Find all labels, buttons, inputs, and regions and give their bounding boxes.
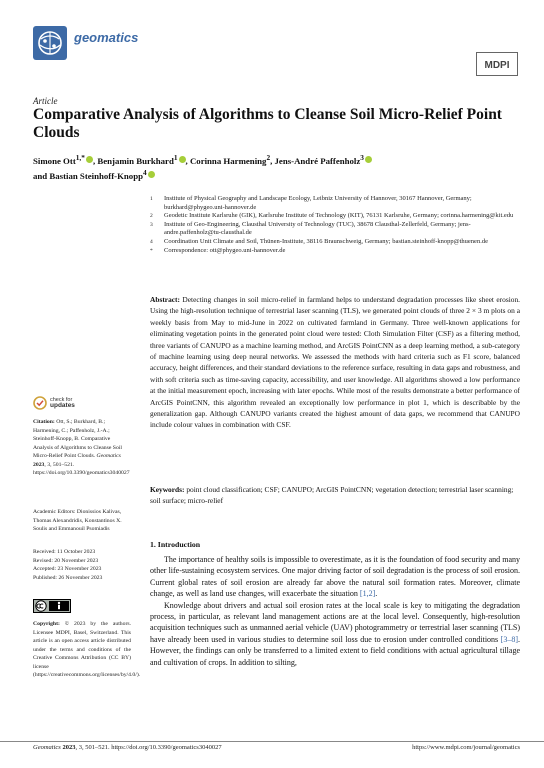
check-updates-icon — [33, 396, 47, 410]
author-2[interactable]: Benjamin Burkhard$^1$ , — [97, 153, 190, 166]
abstract-label: Abstract: — [150, 295, 180, 304]
received-date: Received: 11 October 2023 — [33, 549, 96, 555]
accepted-date: Accepted: 23 November 2023 — [33, 566, 102, 572]
abstract-text: Detecting changes in soil micro-relief in farmland helps to understand degradation processes like sheet erosion. Using the high-resolution technique of terrestrial laser scanning (TLS), we generated point clouds of three 2 × 3 m plots on a weekly basis from May to mid-June in 2022 on cultivated farmland in Germany. Three well-known applications for eliminating vegetation points in the generated point cloud were tested: Cloth Simulation Filter (CSF) as a filtering method, three variants of CANUPO as a machine learning method, and ArcGIS PointCNN as a deep learning method, a sub-category of machine learning using deep neural networks. We assessed the methods with hard criteria such as F1 score, balanced accuracy, height differences, and their standard deviations to the reference surface, resulting in data gaps and robustness, and with soft criteria such as time-saving capacity, accessibility, and user knowledge. All algorithms showed a low performance at the initial measurement epoch, increasing with later epochs. While most of the results demonstrate a better performance of ArcGIS PointCNN, this algorithm revealed an exceptionally low performance in plot 1, which is describable by the generalization gap. Although CANUPO variants created the highest amount of data gaps, we recommend that CANUPO include colour values in combination with CSF. — [150, 295, 520, 430]
section-heading: 1. Introduction — [150, 540, 201, 549]
cc-by-license-icon[interactable] — [33, 599, 71, 613]
author-4[interactable]: Jens-André Paffenholz$^3$ — [275, 156, 372, 166]
intro-paragraph-1: The importance of healthy soils is impossible to overestimate, as it is the foundation of food security and many other life-sustaining ecosystem services. One major driving factor of soil degradation is the process of soil erosion. Current global rates of soil erosion are already far above the natural soil formation rates. Moreover, climate change, as well as land use changes, will exacerbate the situation [1,2]. — [150, 555, 520, 599]
mdpi-logo-text: MDPI — [484, 60, 510, 71]
affiliations — [150, 195, 520, 255]
affiliation-item: 1 Institute of Physical Geography and Landscape Ecology, Leibniz University of Hannover, 30167 Hannover, Germany; burkhard@phygeo.uni-hannover.de — [150, 195, 472, 211]
abstract — [150, 294, 520, 431]
check-line-1: check for — [50, 397, 73, 403]
journal-name[interactable]: geomatics — [74, 30, 139, 45]
revised-date: Revised: 20 November 2023 — [33, 557, 99, 564]
author-list — [33, 152, 513, 182]
orcid-icon[interactable] — [179, 156, 186, 163]
published-date: Published: 26 November 2023 — [33, 574, 103, 581]
citation-block: Citation: Ott, S.; Burkhard, B.; Harmening, C.; Paffenholz, J.-A.; Steinhoff-Knopp, B. Comparative Analysis of Algorithms to Cleanse Soil Micro-Relief Point Clouds. Geomatics 2023, 3, 501–521. https://doi.org/10.3390/geomatics3040027 — [33, 419, 130, 476]
affiliation-item: 2 Geodetic Institute Karlsruhe (GIK), Karlsruhe Institute of Technology (KIT), 76131 Karlsruhe, Germany; corinna.harmening@kit.edu — [150, 212, 514, 220]
author-1[interactable]: Simone Ott$^{1,*}$ , — [33, 153, 98, 166]
introduction-body — [150, 554, 520, 668]
journal-logo-icon — [33, 26, 67, 60]
keywords-text: point cloud classification; CSF; CANUPO; ArcGIS PointCNN; vegetation detection; terrestrial laser scanning; soil surface; micro-relief — [150, 485, 514, 506]
correspondence: * Correspondence: ott@phygeo.uni-hannover.de — [150, 246, 286, 254]
author-3[interactable]: Corinna Harmening$^2$, — [189, 153, 275, 166]
keywords-label: Keywords: — [150, 485, 185, 494]
publication-dates — [33, 548, 131, 582]
intro-paragraph-2: Knowledge about drivers and actual soil erosion rates at the local scale is key to mitigating the degradation process, in particular, as relevant land management actions are at the local level. Consequently, high-resolution acquisition techniques such as unmanned aerial vehicle (UAV) photogrammetry or terrestrial laser scanning (TLS) have already been used in various studies to determine soil loss due to erosion under controlled conditions [3–8]. However, the findings can only be transferred to a limited extent to field conditions with actual agricultural tillage and cultivation of crops. In addition to silting, — [150, 600, 520, 667]
orcid-icon[interactable] — [86, 156, 93, 163]
affiliation-item: 3 Institute of Geo-Engineering, Clausthal University of Technology (TUC), 38678 Clausthal-Zellerfeld, Germany; jens-andre.paffenholz@tu-clausthal.de — [150, 220, 471, 237]
footer-citation: Geomatics 2023, 3, 501–521. https://doi.org/10.3390/geomatics3040027 — [33, 744, 222, 751]
footer-journal-link[interactable]: https://www.mdpi.com/journal/geomatics — [412, 744, 520, 751]
affiliation-item: 4 Coordination Unit Climate and Soil, Thünen-Institute, 38116 Braunschweig, Germany; bastian.steinhoff-knopp@thuenen.de — [150, 237, 488, 245]
keywords — [150, 484, 520, 507]
citation-link[interactable]: [3–8] — [500, 634, 518, 644]
citation-link[interactable]: [1,2] — [359, 589, 376, 599]
orcid-icon[interactable] — [148, 171, 155, 178]
author-5[interactable]: and Bastian Steinhoff-Knopp$^4$ — [33, 171, 155, 181]
check-for-updates-button[interactable] — [33, 396, 75, 410]
orcid-icon[interactable] — [365, 156, 372, 163]
footer-divider — [0, 741, 544, 742]
copyright-notice: Copyright: © 2023 by the authors. Licensee MDPI, Basel, Switzerland. This article is an open access article distributed under the terms and conditions of the Creative Commons Attribution (CC BY) license (https://creativecommons.org/licenses/by/4.0/). — [33, 621, 141, 678]
article-title: Comparative Analysis of Algorithms to Cleanse Soil Micro-Relief Point Clouds — [33, 106, 502, 141]
check-line-2: updates — [50, 402, 75, 409]
article-type: Article — [33, 96, 58, 106]
academic-editors: Academic Editors: Dionissios Kalivas, Thomas Alexandridis, Konstantinos X. Soulis and Emmanouil Psomiadis — [33, 509, 122, 532]
mdpi-logo-icon[interactable] — [476, 52, 518, 76]
